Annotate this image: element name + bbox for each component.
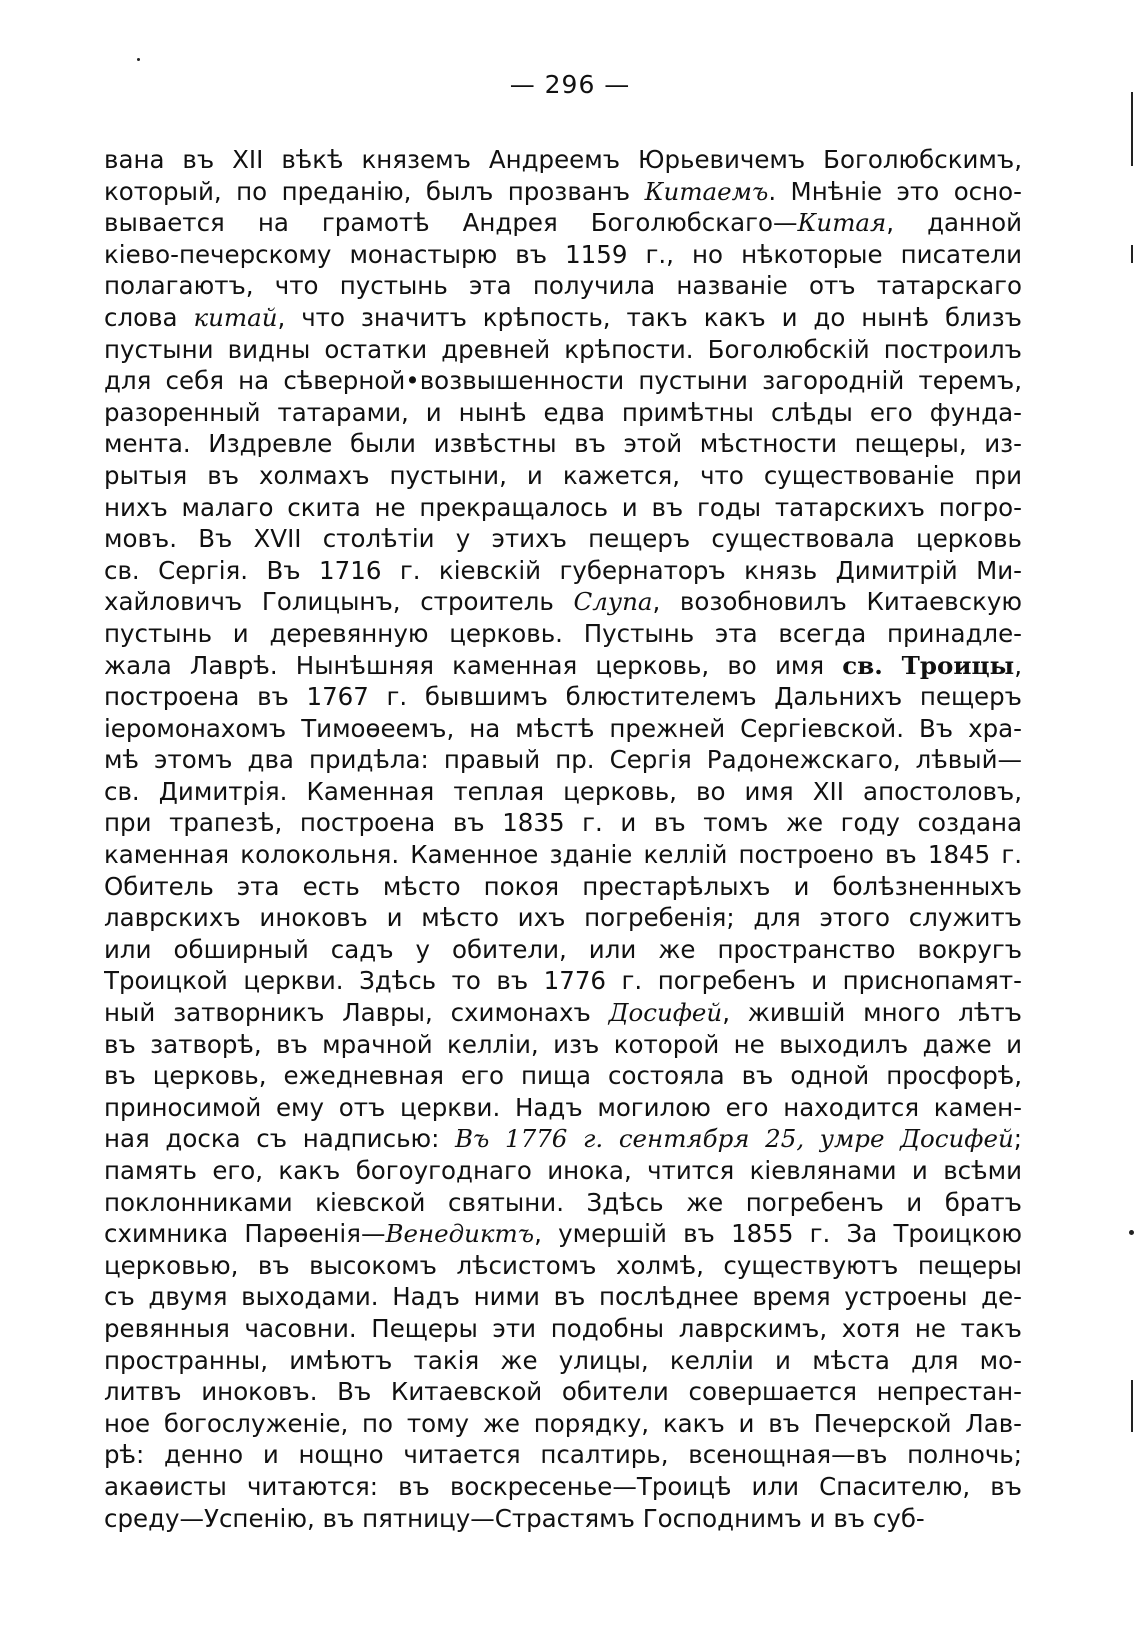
text-segment: кіево-печерскому монастырю въ 1159 г., но нѣкоторые писатели: [104, 239, 1022, 269]
text-segment: , данной: [886, 208, 1022, 238]
italic-text: Китая: [797, 208, 887, 238]
text-segment: жала Лаврѣ. Нынѣшняя каменная церковь, во имя: [104, 650, 843, 680]
text-line: [104, 302, 1022, 334]
text-line: [104, 1503, 1022, 1535]
text-segment: рытыя въ холмахъ пустыни, и кажется, что существованіе при: [104, 460, 1022, 490]
text-line: [104, 1439, 1022, 1471]
text-line: [104, 1250, 1022, 1282]
text-segment: приносимой ему отъ церкви. Надъ могилою его находится камен-: [104, 1092, 1022, 1122]
italic-text: Досифей: [608, 998, 723, 1028]
scan-mark: [137, 58, 140, 61]
scan-mark: [1131, 1380, 1133, 1432]
text-segment: . Мнѣніе это осно-: [768, 176, 1022, 206]
text-segment: рѣ: денно и нощно читается псалтирь, всенощная—въ полночь;: [104, 1440, 1022, 1470]
text-segment: каменная колокольня. Каменное зданіе келлій построено въ 1845 г.: [104, 840, 1022, 870]
text-line: [104, 492, 1022, 524]
text-segment: церковью, въ высокомъ лѣсистомъ холмѣ, существуютъ пещеры: [104, 1250, 1022, 1280]
text-line: [104, 207, 1022, 239]
text-segment: ,: [1014, 650, 1022, 680]
text-line: [104, 365, 1022, 397]
scan-mark: [1131, 245, 1133, 263]
text-segment: мента. Издревле были извѣстны въ этой мѣстности пещеры, из-: [104, 429, 1022, 459]
text-segment: память его, какъ богоугоднаго инока, чтится кіевлянами и всѣми: [104, 1156, 1022, 1185]
italic-text: китай: [193, 302, 278, 332]
text-line: [104, 776, 1022, 808]
text-line: [104, 239, 1022, 271]
text-line: [104, 650, 1022, 682]
text-segment: или обширный садъ у обители, или же пространство вокругъ: [104, 934, 1022, 964]
text-line: [104, 965, 1022, 997]
text-segment: въ затворѣ, въ мрачной келліи, изъ которой не выходилъ даже и: [104, 1029, 1022, 1059]
text-segment: лаврскихъ иноковъ и мѣсто ихъ погребенія; для этого служитъ: [104, 903, 1022, 933]
text-line: [104, 523, 1022, 555]
text-line: [104, 618, 1022, 650]
text-segment: полагаютъ, что пустынь эта получила названіе отъ татарскаго: [104, 271, 1022, 301]
page-number: — 296 —: [509, 70, 631, 99]
text-segment: литвъ иноковъ. Въ Китаевской обители совершается непрестан-: [104, 1377, 1022, 1407]
text-line: [104, 807, 1022, 839]
text-segment: Обитель эта есть мѣсто покоя престарѣлыхъ и болѣзненныхъ: [104, 871, 1022, 901]
body-text: [104, 144, 1022, 1534]
text-segment: пустынь и деревянную церковь. Пустынь эта всегда принадле-: [104, 618, 1022, 648]
text-segment: схимника Парѳенія—: [104, 1219, 386, 1249]
text-segment: іеромонахомъ Тимоѳеемъ, на мѣстѣ прежней Сергіевской. Въ хра-: [104, 713, 1022, 743]
text-line: [104, 934, 1022, 966]
scan-mark: [1129, 1230, 1134, 1235]
text-line: [104, 1060, 1022, 1092]
text-segment: ный затворникъ Лавры, схимонахъ: [104, 998, 609, 1028]
text-segment: при трапезѣ, построена въ 1835 г. и въ томъ же году создана: [104, 808, 1022, 838]
text-segment: пространны, имѣютъ такія же улицы, келліи и мѣста для мо-: [104, 1345, 1022, 1375]
text-line: [104, 1281, 1022, 1313]
text-segment: , возобновилъ Китаевскую: [652, 587, 1022, 617]
text-segment: мовъ. Въ XVII столѣтіи у этихъ пещеръ существовала церковь: [104, 524, 1022, 554]
text-line: [104, 1029, 1022, 1061]
text-segment: слова: [104, 302, 194, 332]
text-segment: вывается на грамотѣ Андрея Боголюбскаго—: [104, 208, 798, 238]
text-line: [104, 744, 1022, 776]
text-segment: построена въ 1767 г. бывшимъ блюстителемъ Дальнихъ пещеръ: [104, 682, 1022, 712]
text-segment: , жившій много лѣтъ: [722, 998, 1022, 1028]
text-line: [104, 1345, 1022, 1377]
text-segment: св. Димитрія. Каменная теплая церковь, во имя XII апостоловъ,: [104, 776, 1022, 806]
text-line: [104, 1471, 1022, 1503]
text-segment: съ двумя выходами. Надъ ними въ послѣднее время устроены де-: [104, 1282, 1022, 1312]
italic-text: Китаемъ: [644, 176, 769, 206]
text-segment: ;: [1013, 1124, 1022, 1154]
text-line: [104, 586, 1022, 618]
text-line: [104, 1376, 1022, 1408]
text-line: [104, 1218, 1022, 1250]
text-line: [104, 902, 1022, 934]
text-segment: акаѳисты читаются: въ воскресенье—Троицѣ или Спасителю, въ: [104, 1471, 1022, 1501]
text-line: [104, 1123, 1022, 1155]
text-segment: нихъ малаго скита не прекращалось и въ годы татарскихъ погро-: [104, 492, 1022, 522]
italic-text: Въ 1776 г. сентября 25, умре Досифей: [455, 1124, 1014, 1154]
text-segment: для себя на сѣверной•возвышенности пустыни загородній теремъ,: [104, 366, 1022, 396]
text-line: [104, 1408, 1022, 1440]
text-segment: , что значитъ крѣпость, такъ какъ и до нынѣ близъ: [277, 302, 1022, 332]
text-line: [104, 270, 1022, 302]
bold-text: св. Троицы: [842, 650, 1015, 680]
text-line: [104, 397, 1022, 429]
text-segment: ное богослуженіе, по тому же порядку, какъ и въ Печерской Лав-: [104, 1408, 1022, 1438]
text-segment: вана въ XII вѣкѣ княземъ Андреемъ Юрьевичемъ Боголюбскимъ,: [104, 145, 1022, 174]
text-line: [104, 428, 1022, 460]
text-segment: въ церковь, ежедневная его пища состояла въ одной просфорѣ,: [104, 1061, 1022, 1091]
text-segment: мѣ этомъ два придѣла: правый пр. Сергія Радонежскаго, лѣвый—: [104, 745, 1022, 775]
italic-text: Венедиктъ: [385, 1219, 535, 1249]
text-segment: ревянныя часовни. Пещеры эти подобны лаврскимъ, хотя не такъ: [104, 1313, 1022, 1343]
text-segment: хайловичъ Голицынъ, строитель: [104, 587, 574, 617]
text-line: [104, 713, 1022, 745]
text-segment: разоренный татарами, и нынѣ едва примѣтны слѣды его фунда-: [104, 397, 1022, 427]
text-line: [104, 460, 1022, 492]
text-line: [104, 144, 1022, 176]
text-segment: среду—Успенію, въ пятницу—Страстямъ Господнимъ и въ суб-: [104, 1503, 925, 1533]
text-line: [104, 176, 1022, 208]
text-segment: ная доска съ надписью:: [104, 1124, 456, 1154]
italic-text: Слупа: [573, 587, 653, 617]
text-segment: св. Сергія. Въ 1716 г. кіевскій губернаторъ князь Димитрій Ми-: [104, 555, 1022, 585]
text-line: [104, 1155, 1022, 1187]
text-segment: , умершій въ 1855 г. За Троицкою: [534, 1219, 1022, 1249]
text-segment: пустыни видны остатки древней крѣпости. Боголюбскій построилъ: [104, 334, 1022, 364]
text-line: [104, 1092, 1022, 1124]
text-line: [104, 839, 1022, 871]
text-line: [104, 1187, 1022, 1219]
scan-mark: [1131, 92, 1133, 166]
text-segment: поклонниками кіевской святыни. Здѣсь же погребенъ и братъ: [104, 1187, 1022, 1217]
text-line: [104, 871, 1022, 903]
text-line: [104, 681, 1022, 713]
text-line: [104, 997, 1022, 1029]
text-line: [104, 555, 1022, 587]
text-line: [104, 1313, 1022, 1345]
text-segment: который, по преданію, былъ прозванъ: [104, 176, 645, 206]
text-line: [104, 334, 1022, 366]
text-segment: Троицкой церкви. Здѣсь то въ 1776 г. погребенъ и приснопамят-: [104, 966, 1022, 996]
